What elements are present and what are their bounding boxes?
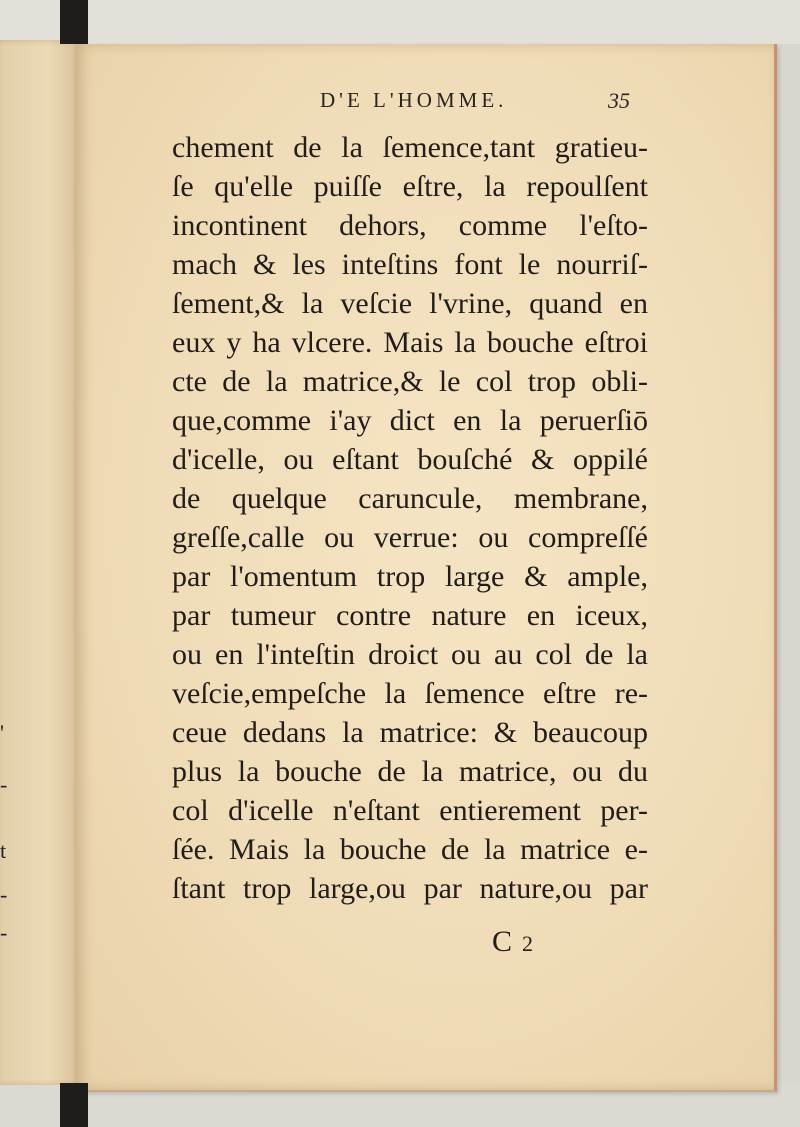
text-line: cte de la matrice,& le col trop obli- [172, 365, 648, 398]
text-line: ou en l'inteſtin droict ou au col de la [172, 638, 648, 671]
text-line: par tumeur contre nature en iceux, [172, 599, 648, 632]
body-text [172, 128, 648, 908]
text-line: ſée. Mais la bouche de la matrice e- [172, 833, 648, 866]
binding-shadow-bottom [60, 1083, 88, 1127]
text-line: mach & les inteſtins font le nourriſ- [172, 248, 648, 281]
text-line: ſement,& la veſcie l'vrine, quand en [172, 287, 648, 320]
text-line: veſcie,empeſche la ſemence eſtre re- [172, 677, 648, 710]
page-number: 35 [608, 88, 630, 113]
previous-page-edge [0, 40, 80, 1085]
text-line: eux y ha vlcere. Mais la bouche eſtroi [172, 326, 648, 359]
left-page-mark: - [0, 920, 8, 945]
binding-shadow-top [60, 0, 88, 44]
text-line: par l'omentum trop large & ample, [172, 560, 648, 593]
signature-mark [492, 925, 533, 959]
running-head: D'E L'HOMME. [320, 88, 508, 112]
text-line: d'icelle, ou eſtant bouſché & oppilé [172, 443, 648, 476]
left-page-mark: ' [0, 720, 4, 745]
text-line: incontinent dehors, comme l'eſto- [172, 209, 648, 242]
left-page-mark: t [0, 838, 7, 863]
signature-number: 2 [522, 931, 534, 956]
text-line: que,comme i'ay dict en la peruerſiō [172, 404, 648, 437]
text-line: ceue dedans la matrice: & beaucoup [172, 716, 648, 749]
left-page-mark: - [0, 772, 8, 797]
scan-background-top [0, 0, 800, 44]
text-line: ſe qu'elle puiſſe eſtre, la repoulſent [172, 170, 648, 203]
text-line: de quelque caruncule, membrane, [172, 482, 648, 515]
text-line: col d'icelle n'eſtant entierement per- [172, 794, 648, 827]
text-line: greſſe,calle ou verrue: ou compreſſé [172, 521, 648, 554]
text-line: ſtant trop large,ou par nature,ou par [172, 872, 648, 905]
signature-letter: C [492, 925, 513, 958]
left-page-mark: - [0, 882, 8, 907]
text-line: chement de la ſemence,tant gratieu- [172, 131, 648, 164]
text-line: plus la bouche de la matrice, ou du [172, 755, 648, 788]
